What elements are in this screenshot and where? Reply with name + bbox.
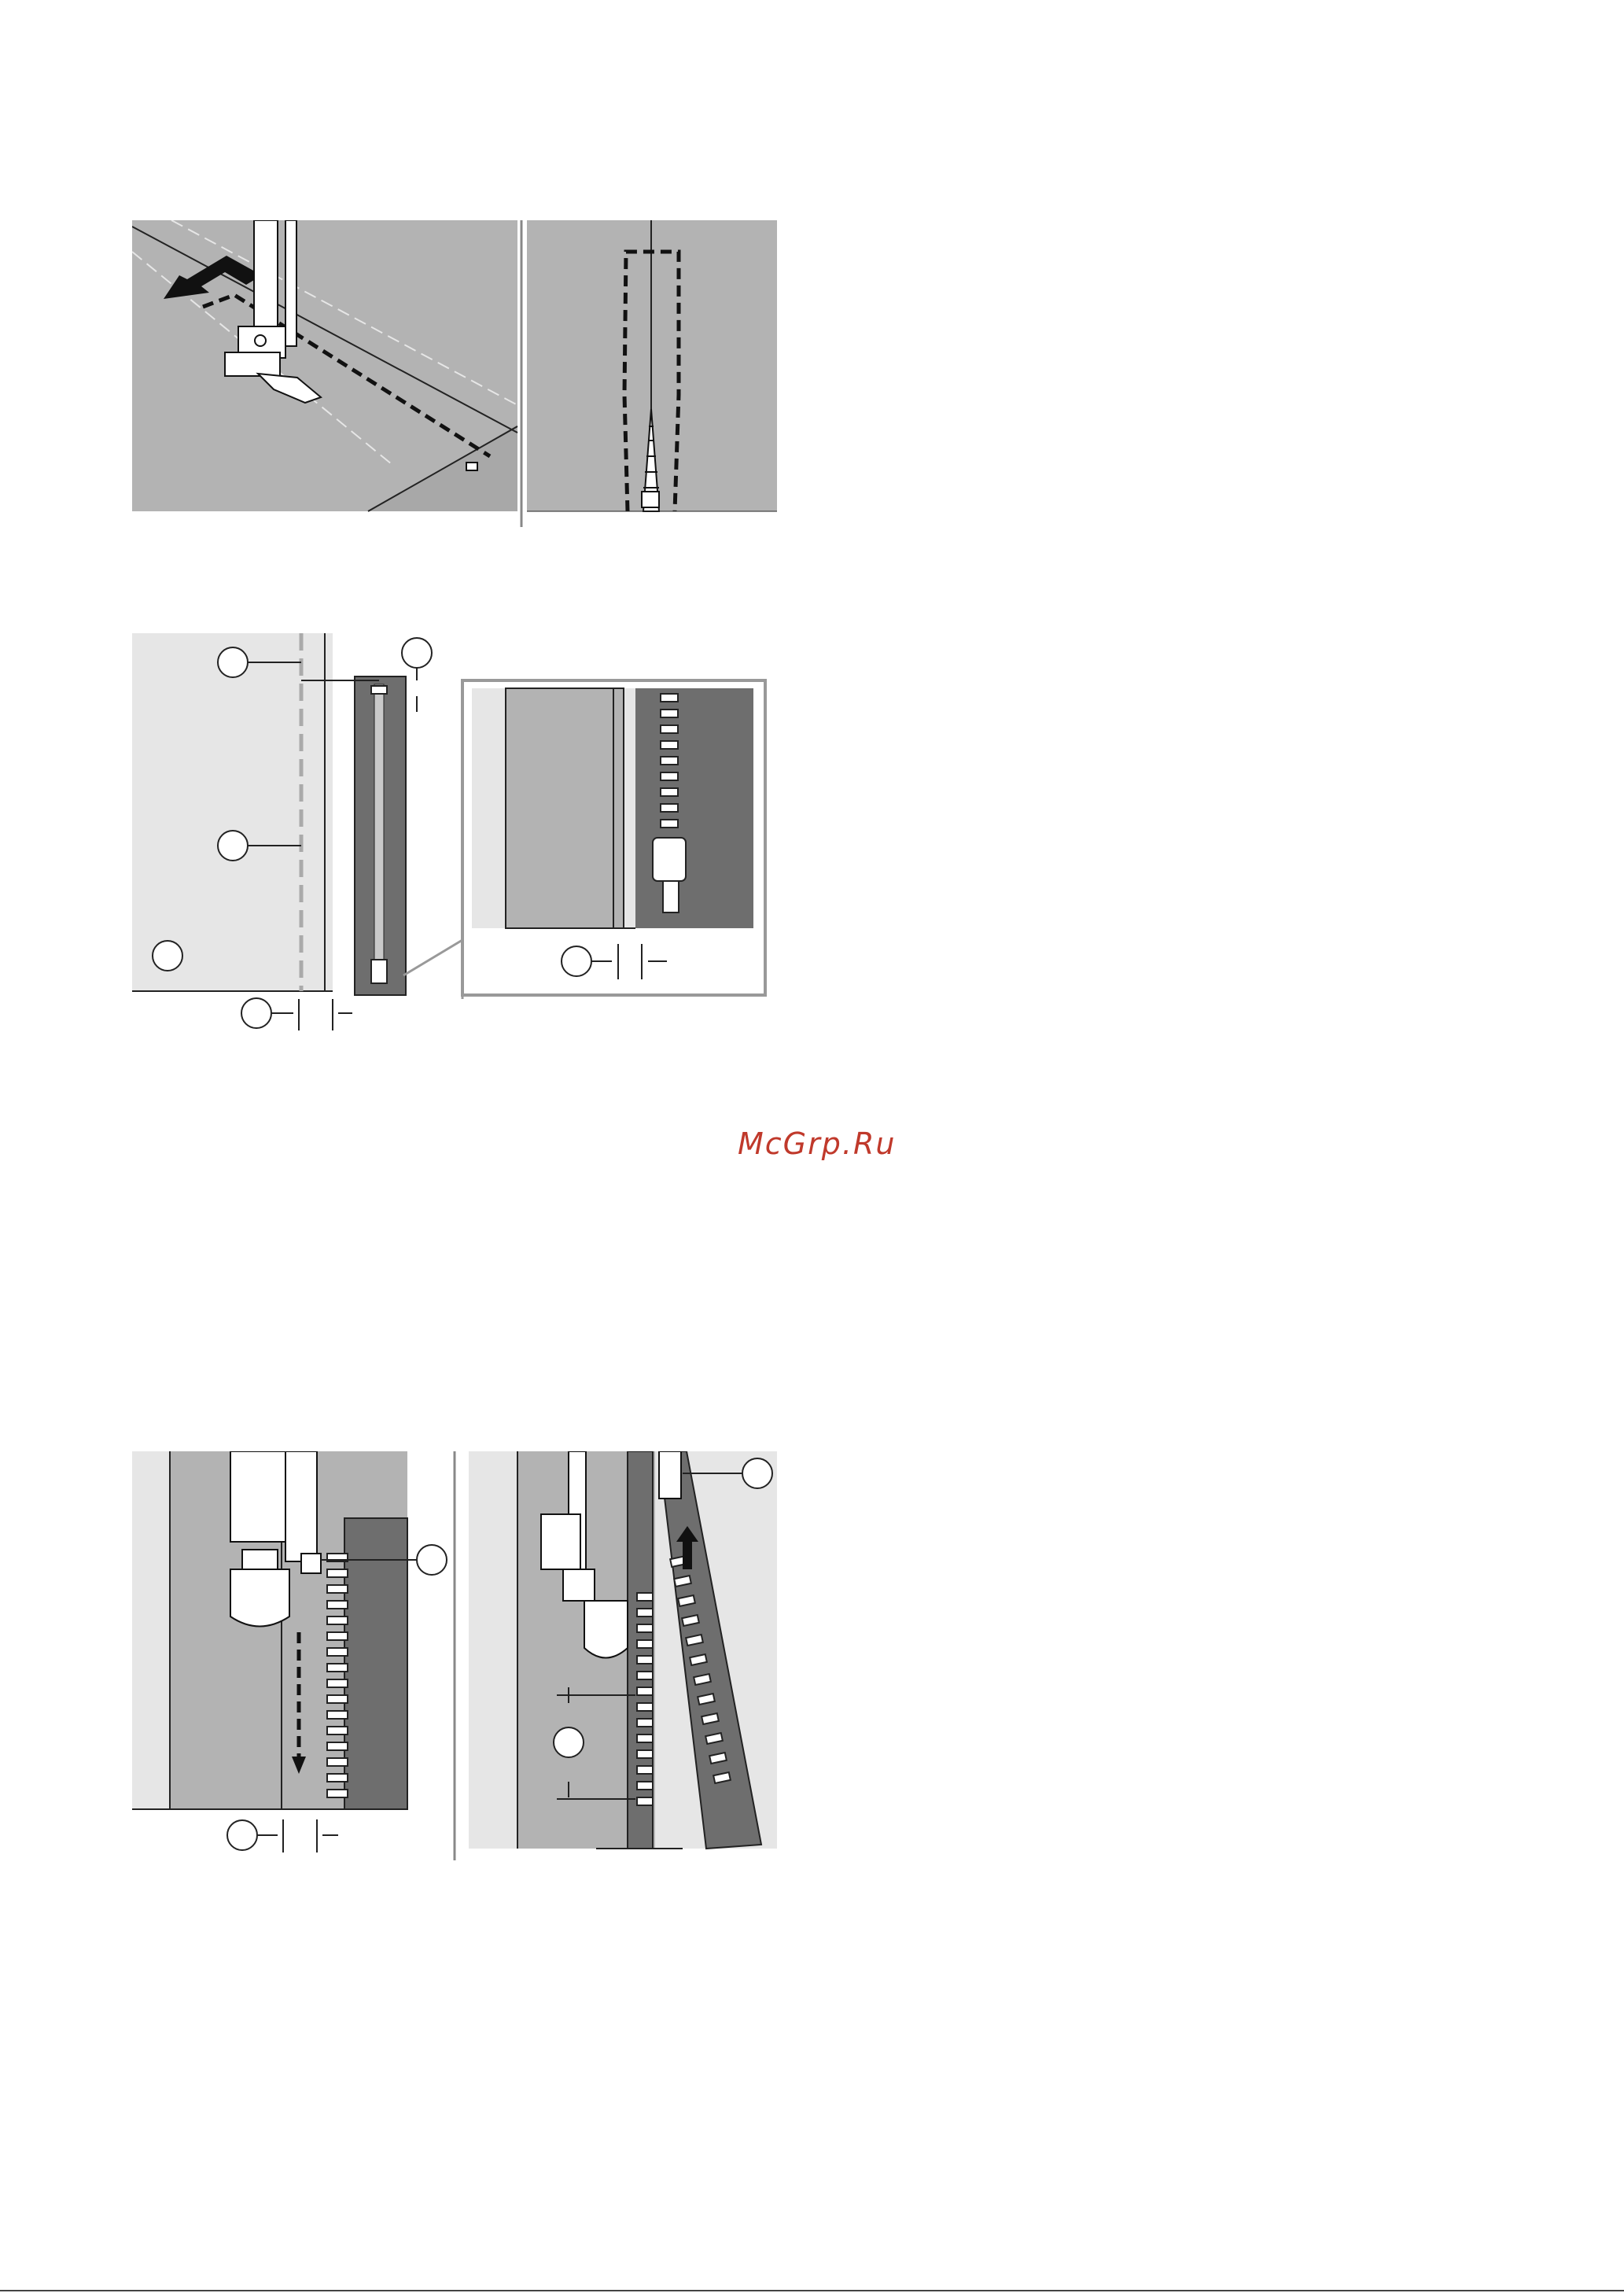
zipper	[355, 676, 406, 995]
callout-circle	[562, 946, 591, 976]
watermark-text: McGrp.Ru	[738, 1126, 897, 1161]
panel-sewing-basting	[132, 220, 517, 511]
callout-circle	[227, 1820, 257, 1850]
panel-sew-first-side	[132, 1451, 447, 1852]
callout-circle	[218, 647, 248, 677]
page-footer-line	[0, 2290, 1624, 2291]
fig-zipper-sewing	[132, 1451, 777, 1860]
callout-circle	[402, 638, 432, 668]
panel-sew-second-side	[469, 1451, 777, 1849]
callout-circle	[554, 1727, 584, 1757]
callout-circle	[218, 831, 248, 861]
detail-inset	[462, 680, 765, 995]
panel-opened-seam	[527, 220, 777, 511]
callout-circle	[153, 941, 182, 971]
callout-circle	[417, 1545, 447, 1575]
callout-circle	[742, 1458, 772, 1488]
callout-circle	[241, 998, 271, 1028]
fig-basting-seam	[132, 220, 777, 527]
fig-zipper-placement	[132, 629, 777, 1046]
